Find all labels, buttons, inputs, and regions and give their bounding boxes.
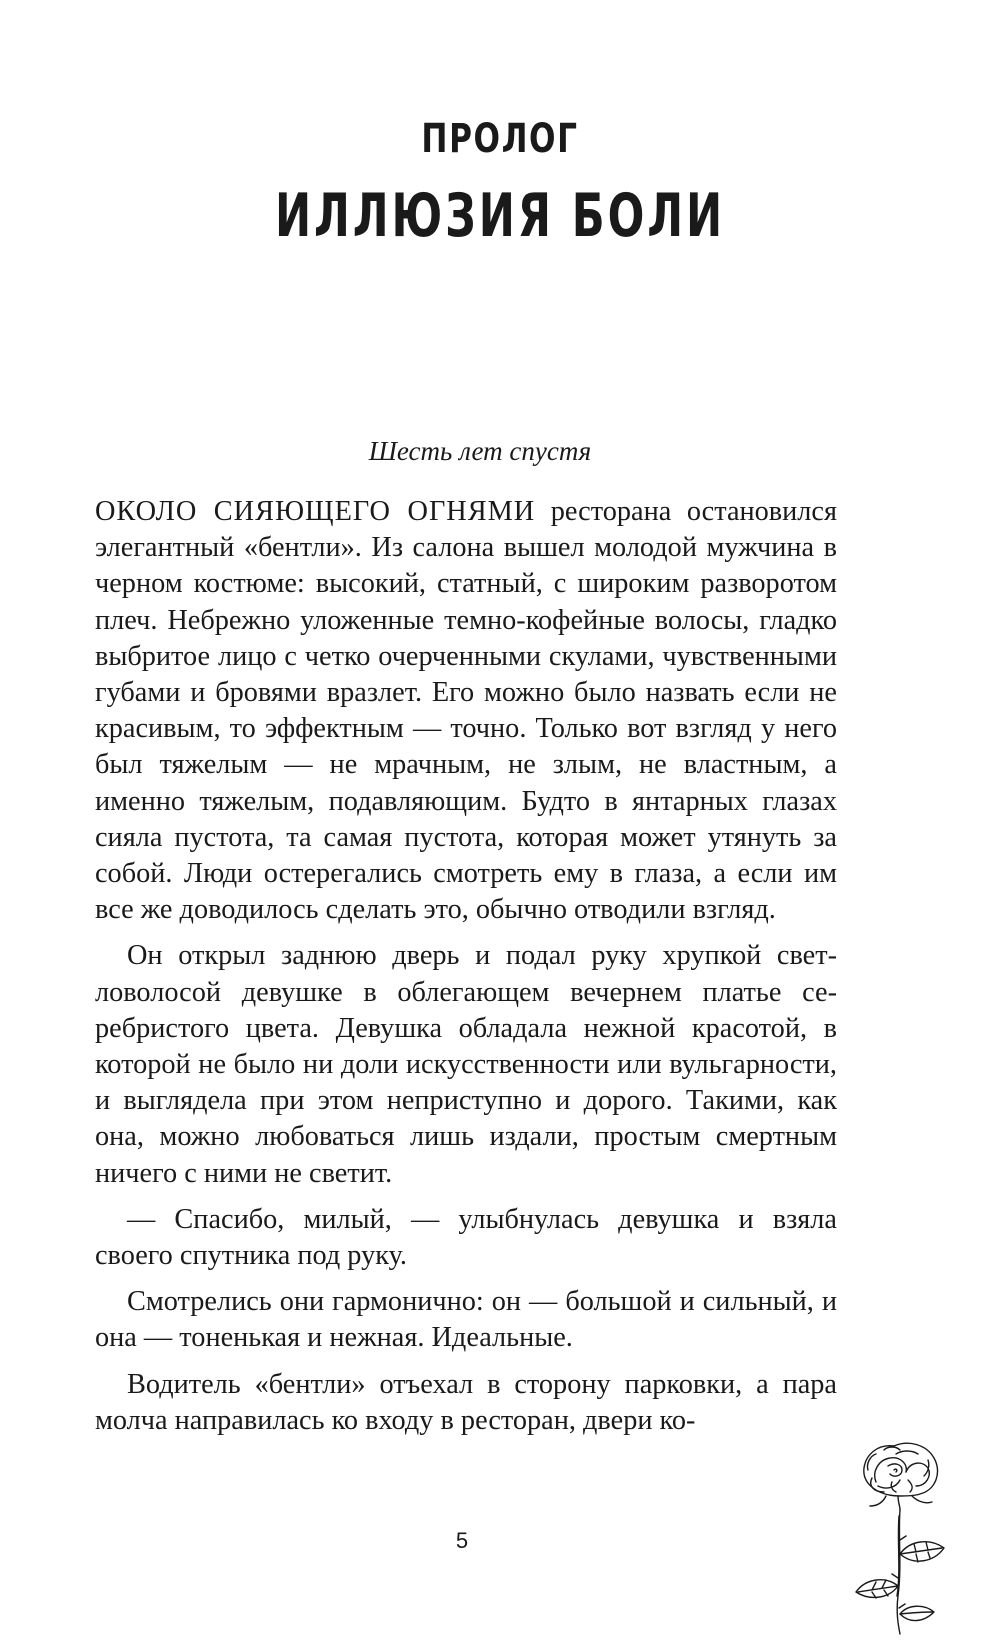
chapter-label: ПРОЛОГ (421, 116, 579, 162)
page-number: 5 (455, 1528, 469, 1553)
rose-icon (848, 1436, 952, 1636)
epigraph: Шесть лет спустя (368, 436, 592, 466)
chapter-heading (0, 110, 1000, 254)
paragraph-3: — Спасибо, милый, — улыбнулась девушка и взяла своего спутника под руку. (95, 1203, 837, 1272)
body-text (95, 494, 837, 1449)
paragraph-lead-caps: ОКОЛО СИЯЮЩЕГО ОГНЯМИ (95, 496, 536, 527)
paragraph-1 (95, 494, 837, 928)
paragraph-text: ресторана остановился элегантный «бентли». Из салона вышел молодой мужчина в черном костюме: высокий, статный, с широким разворотом плеч. Небрежно уложенные темно-кофейные волосы, гладко выбритое лицо с четко очерченными скулами, чувственными губами и бровями вразлет. Его можно было назвать если не красивым, то эффектным — точно. Только вот взгляд у него был тяжелым — не мрачным, не злым, не властным, а именно тяжелым, подавляющим. Будто в янтарных глазах сияла пустота, та самая пустота, которая может утянуть за собой. Люди остерегались смотреть ему в глаза, а если им все же доводилось сделать это, обычно отводили взгляд. (95, 496, 837, 926)
paragraph-2: Он открыл заднюю дверь и подал руку хрупкой светловолосой девушке в облегающем вечернем платье серебристого цвета. Девушка обладала нежной красотой, в которой не было ни доли искусственности или вульгарности, и выглядела при этом неприступно и дорого. Такими, как она, можно любоваться лишь издали, простым смертным ничего с ними не светит. (95, 940, 837, 1189)
chapter-title: ИЛЛЮЗИЯ БОЛИ (274, 181, 726, 251)
paragraph-4: Смотрелись они гармонично: он — большой и сильный, и она — тоненькая и нежная. Идеальные. (95, 1286, 837, 1354)
paragraph-5: Водитель «бентли» отъехал в сторону парковки, а пара молча направилась ко входу в ресторан, двери ко- (95, 1368, 837, 1436)
